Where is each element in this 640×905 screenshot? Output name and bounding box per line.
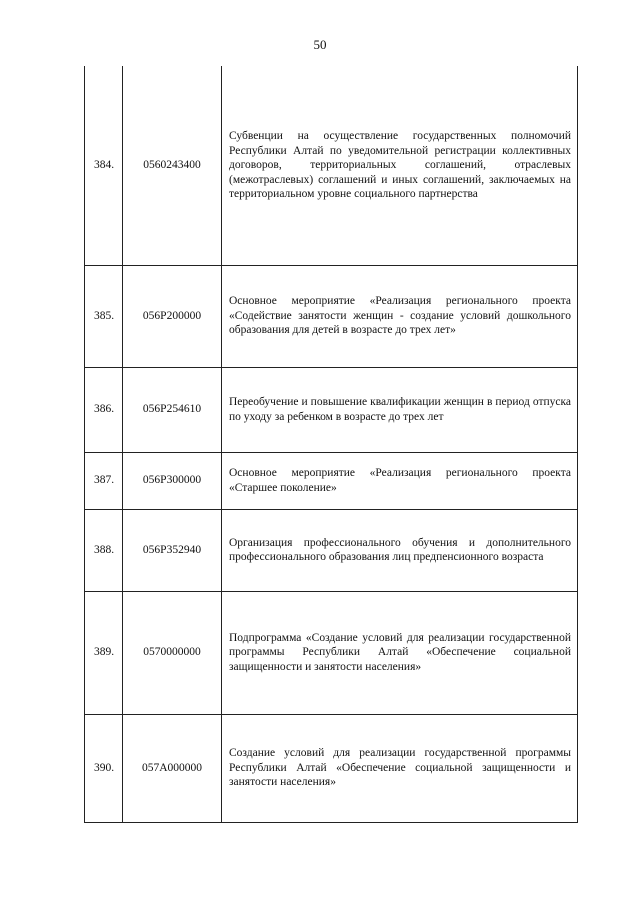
table-row bbox=[85, 66, 578, 265]
row-number: 384. bbox=[85, 66, 123, 265]
row-code: 056P300000 bbox=[123, 452, 222, 509]
row-code: 056P200000 bbox=[123, 265, 222, 367]
table-row bbox=[85, 452, 578, 509]
row-description: Основное мероприятие «Реализация регионального проекта «Содействие занятости женщин - создание условий дошкольного образования для детей в возрасте до трех лет» bbox=[222, 265, 578, 367]
row-number: 389. bbox=[85, 591, 123, 714]
row-description: Переобучение и повышение квалификации женщин в период отпуска по уходу за ребенком в возрасте до трех лет bbox=[222, 367, 578, 452]
row-number: 386. bbox=[85, 367, 123, 452]
table-row bbox=[85, 591, 578, 714]
row-description: Субвенции на осуществление государственных полномочий Республики Алтай по уведомительной регистрации коллективных договоров, территориальных соглашений, отраслевых (межотраслевых) соглашений и иных соглашений, заключаемых на территориальном уровне социального партнерства bbox=[222, 66, 578, 265]
row-description: Организация профессионального обучения и дополнительного профессионального образования лиц предпенсионного возраста bbox=[222, 509, 578, 591]
row-number: 385. bbox=[85, 265, 123, 367]
table-row bbox=[85, 265, 578, 367]
table-row bbox=[85, 714, 578, 822]
row-code: 057A000000 bbox=[123, 714, 222, 822]
table-row bbox=[85, 509, 578, 591]
row-code: 0570000000 bbox=[123, 591, 222, 714]
row-description: Основное мероприятие «Реализация регионального проекта «Старшее поколение» bbox=[222, 452, 578, 509]
row-number: 390. bbox=[85, 714, 123, 822]
row-number: 388. bbox=[85, 509, 123, 591]
budget-classification-table bbox=[84, 66, 578, 823]
page-number: 50 bbox=[313, 37, 327, 52]
row-number: 387. bbox=[85, 452, 123, 509]
row-code: 0560243400 bbox=[123, 66, 222, 265]
row-code: 056P254610 bbox=[123, 367, 222, 452]
row-description: Создание условий для реализации государственной программы Республики Алтай «Обеспечение социальной защищенности и занятости населения» bbox=[222, 714, 578, 822]
table-row bbox=[85, 367, 578, 452]
row-description: Подпрограмма «Создание условий для реализации государственной программы Республики Алтай «Обеспечение социальной защищенности и занятости населения» bbox=[222, 591, 578, 714]
row-code: 056P352940 bbox=[123, 509, 222, 591]
